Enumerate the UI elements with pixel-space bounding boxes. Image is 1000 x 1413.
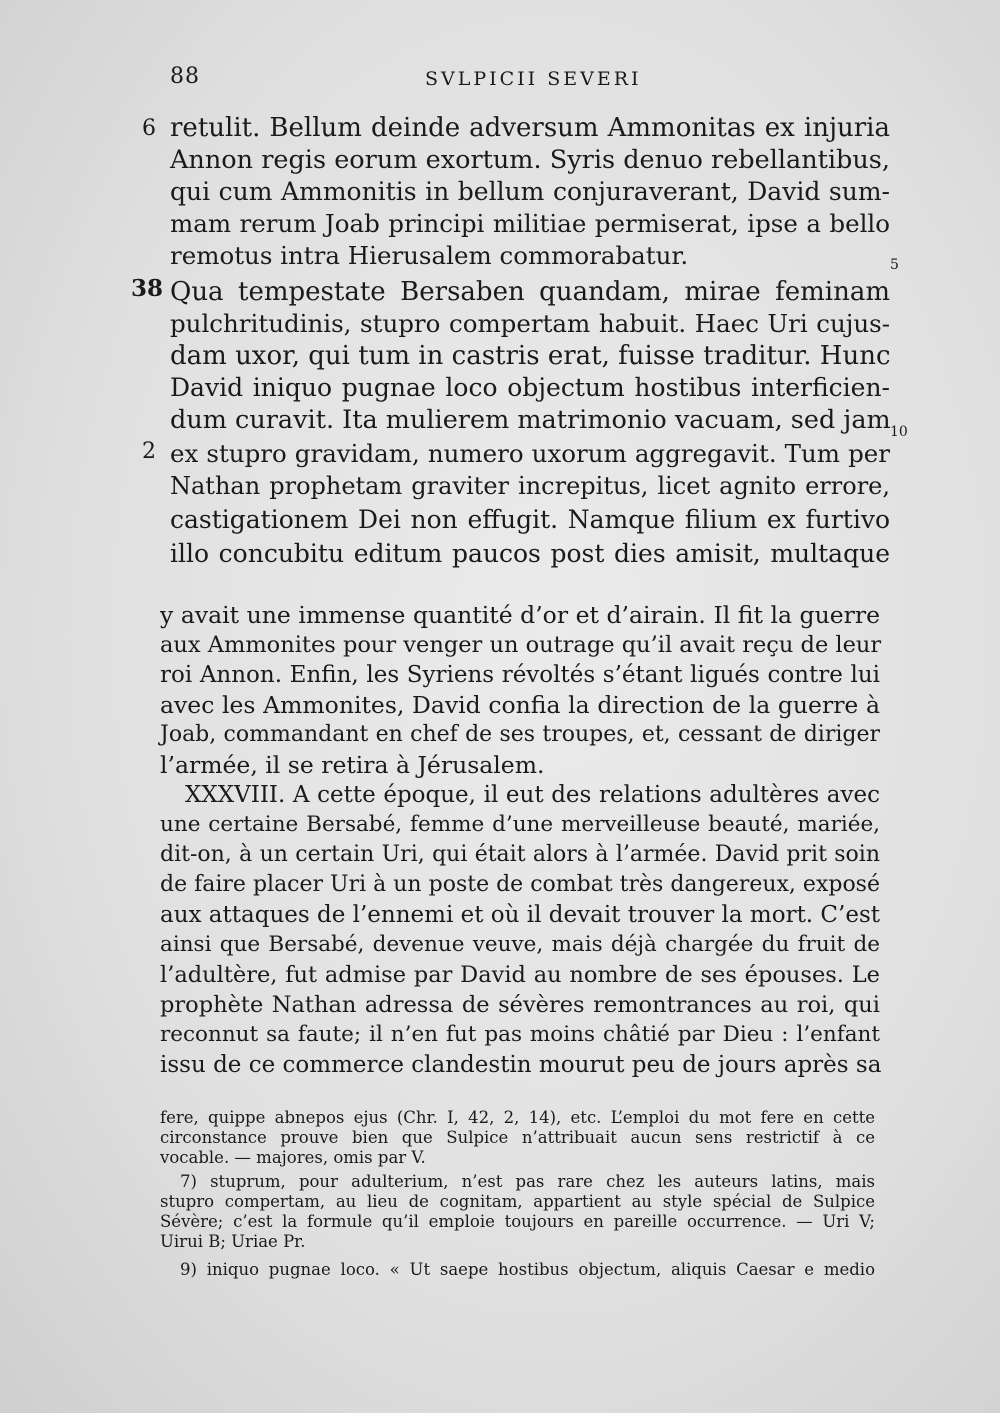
latin-line: retulit. Bellum deinde adversum Ammonitas ex injuria [170,113,890,143]
french-line: de faire placer Uri à un poste de combat très dangereux, exposé [160,872,880,897]
french-line: l’adultère, fut admise par David au nombre de ses épouses. Le [160,962,880,988]
latin-line: mam rerum Joab principi militiae permiserat, ipse a bello [170,209,890,238]
french-line: prophète Nathan adressa de sévères remontrances au roi, qui [160,992,880,1018]
running-title: SVLPICII SEVERI [425,68,642,90]
verse-number-2: 2 [142,439,156,464]
footnote-line: Sévère; c’est la formule qu’il emploie toujours en pareille occurrence. — Uri V; [160,1212,875,1231]
footnote-line: stupro compertam, au lieu de cognitam, appartient au style spécial de Sulpice [160,1192,875,1211]
french-line: dit-on, à un certain Uri, qui était alors à l’armée. David prit soin [160,842,880,867]
french-line: une certaine Bersabé, femme d’une merveilleuse beauté, mariée, [160,812,880,837]
french-line: aux Ammonites pour venger un outrage qu’il avait reçu de leur [160,632,882,658]
footnote-line: vocable. — majores, omis par V. [160,1148,426,1167]
french-line: issu de ce commerce clandestin mourut peu de jours après sa [160,1052,882,1078]
french-line: aux attaques de l’ennemi et où il devait trouver la mort. C’est [160,902,880,928]
latin-line: pulchritudinis, stupro compertam habuit. Haec Uri cujus- [170,309,890,338]
footnote-line: Uirui B; Uriae Pr. [160,1232,306,1251]
latin-line: Nathan prophetam graviter increpitus, licet agnito errore, [170,472,890,500]
page-number: 88 [170,64,200,89]
footnote-line: 7) stuprum, pour adulterium, n’est pas rare chez les auteurs latins, mais [180,1172,875,1191]
latin-line: qui cum Ammonitis in bellum conjuraverant, David sum- [170,177,890,206]
latin-line: David iniquo pugnae loco objectum hostibus interficien- [170,373,890,402]
page-header [170,58,890,98]
footnote-line: circonstance prouve bien que Sulpice n’attribuait aucun sens restrictif à ce [160,1128,875,1147]
latin-line: dum curavit. Ita mulierem matrimonio vacuam, sed jam [170,405,891,435]
latin-line: Qua tempestate Bersaben quandam, mirae feminam [170,277,890,307]
french-line: ainsi que Bersabé, devenue veuve, mais déjà chargée du fruit de [160,932,880,957]
french-line: Joab, commandant en chef de ses troupes, et, cessant de diriger [160,722,880,747]
line-number-5: 5 [890,257,899,273]
french-line: reconnut sa faute; il n’en fut pas moins châtié par Dieu : l’enfant [160,1022,880,1047]
verse-number-6: 6 [142,116,156,141]
latin-line: dam uxor, qui tum in castris erat, fuisse traditur. Hunc [170,341,891,371]
latin-line: Annon regis eorum exortum. Syris denuo rebellantibus, [170,145,890,175]
footnote-line: fere, quippe abnepos ejus (Chr. I, 42, 2, 14), etc. L’emploi du mot fere en cette [160,1108,875,1127]
french-line: XXXVIII. A cette époque, il eut des relations adultères avec [185,782,880,808]
footnote-line: 9) iniquo pugnae loco. « Ut saepe hostibus objectum, aliquis Caesar e medio [180,1260,875,1279]
french-line: roi Annon. Enfin, les Syriens révoltés s’étant ligués contre lui [160,662,880,688]
latin-line: castigationem Dei non effugit. Namque filium ex furtivo [170,505,890,534]
latin-line: illo concubitu editum paucos post dies amisit, multaque [170,539,890,568]
chapter-number-38: 38 [131,275,164,302]
line-number-10: 10 [890,424,908,440]
french-line: y avait une immense quantité d’or et d’airain. Il fit la guerre [160,601,880,629]
french-line: avec les Ammonites, David confia la direction de la guerre à [160,691,880,719]
latin-line: ex stupro gravidam, numero uxorum aggregavit. Tum per [170,439,890,468]
latin-line: remotus intra Hierusalem commorabatur. [170,241,689,270]
french-line: l’armée, il se retira à Jérusalem. [160,751,545,779]
